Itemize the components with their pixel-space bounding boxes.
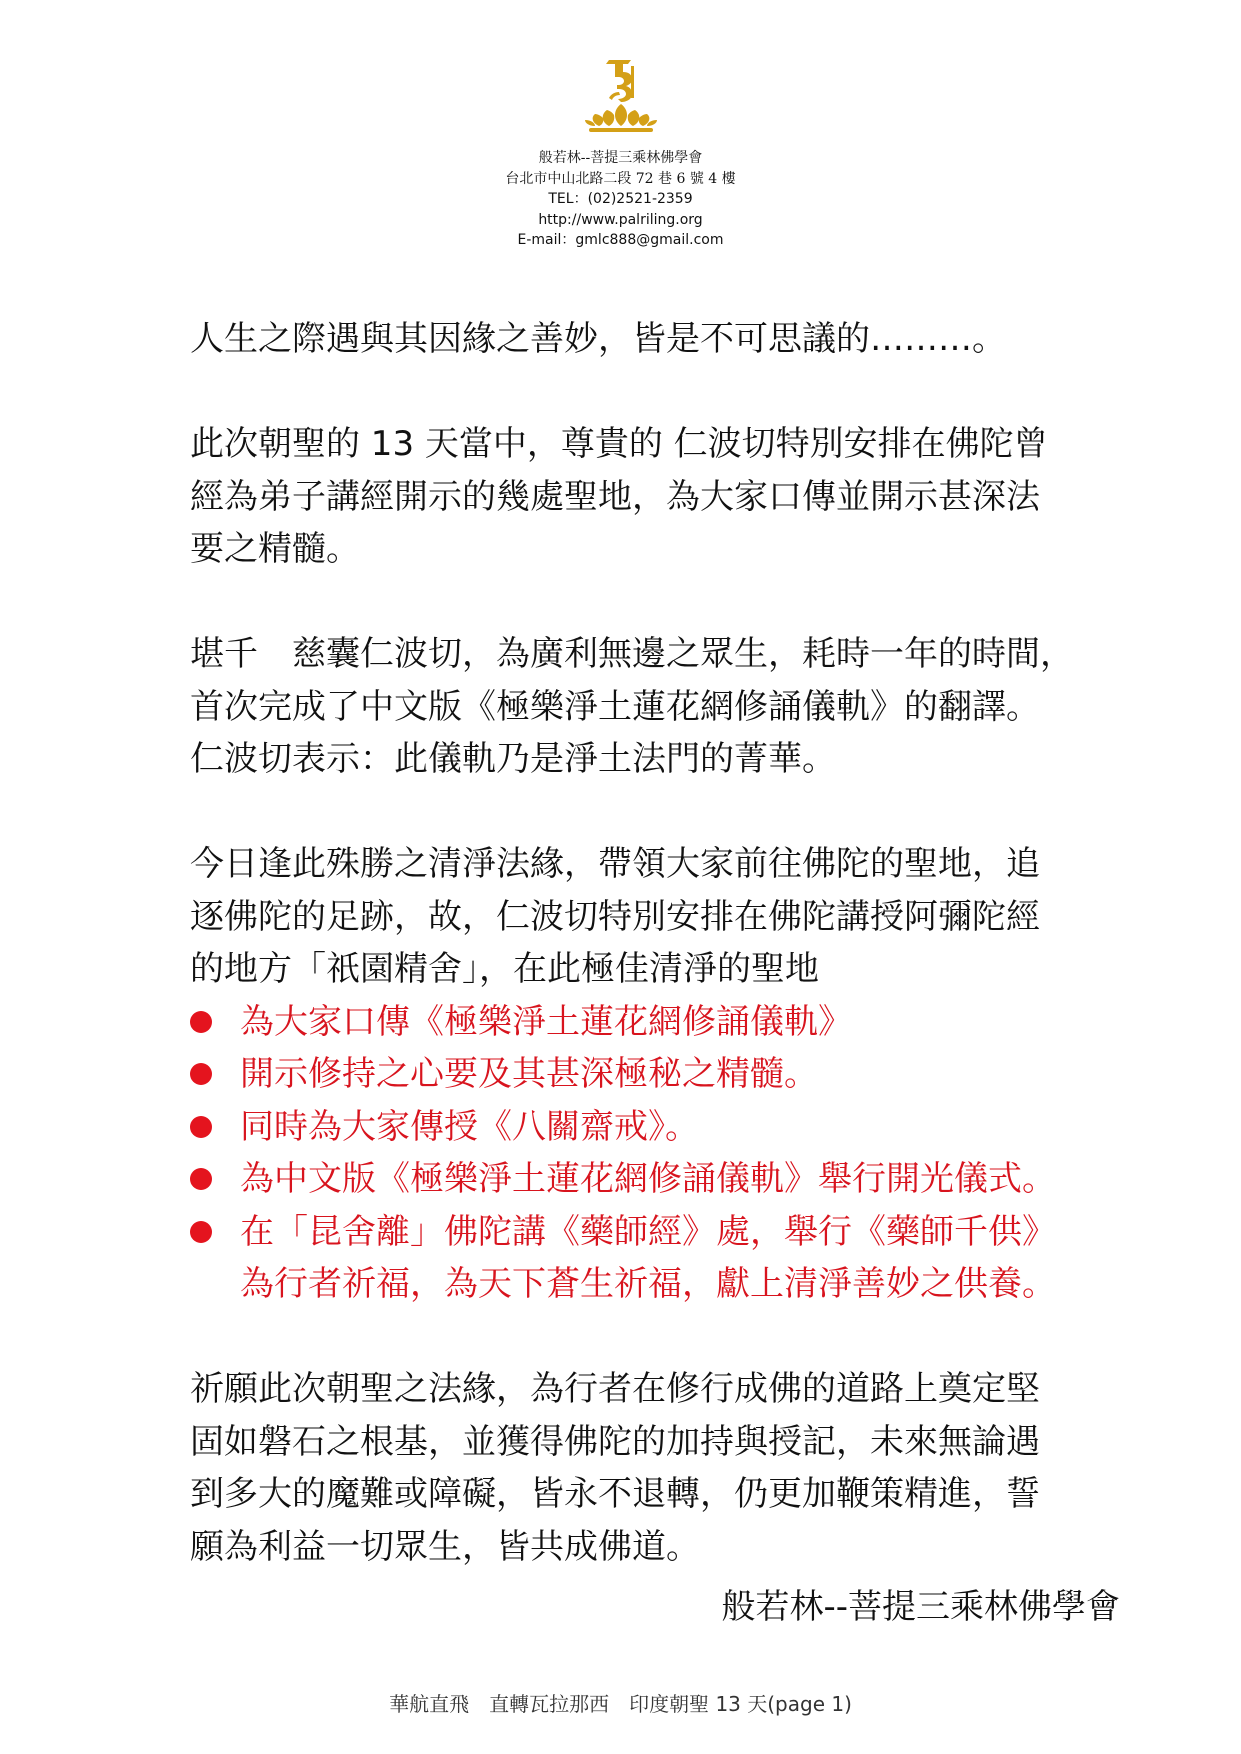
letter-body [190, 313, 1120, 1634]
bullet-dot-icon [190, 1116, 212, 1138]
bullet-dot-icon [190, 1168, 212, 1190]
activity-list [190, 996, 1120, 1311]
lotus-logo-icon [573, 58, 669, 134]
text-line: 固如磐石之根基，並獲得佛陀的加持與授記，未來無論遇 [190, 1421, 1040, 1462]
org-website: http://www.palriling.org [538, 211, 703, 228]
text-line: 首次完成了中文版《極樂淨土蓮花網修誦儀軌》的翻譯。 [190, 686, 1040, 727]
paragraph-holy-site [190, 838, 1120, 996]
text-line: 的地方「祇園精舍」，在此極佳清淨的聖地 [190, 949, 819, 989]
text-line: 逐佛陀的足跡，故，仁波切特別安排在佛陀講授阿彌陀經 [190, 896, 1040, 937]
text-line: 要之精髓。 [190, 529, 360, 569]
list-item-text: 為大家口傳《極樂淨土蓮花網修誦儀軌》 [240, 1001, 852, 1042]
org-contact-block [0, 148, 1241, 251]
paragraph-translation [190, 628, 1120, 786]
text-line: 到多大的魔難或障礙，皆永不退轉，仍更加鞭策精進，誓 [190, 1474, 1040, 1514]
org-tel: TEL：(02)2521-2359 [548, 191, 693, 207]
text-line: 今日逢此殊勝之清淨法緣，帶領大家前往佛陀的聖地，追 [190, 844, 1040, 884]
signature: 般若林--菩提三乘林佛學會 [721, 1587, 1120, 1627]
list-item [190, 1153, 1120, 1206]
paragraph-aspiration [190, 1363, 1120, 1573]
paragraph-pilgrimage [190, 418, 1120, 576]
org-email: E-mail：gmlc888@gmail.com [517, 232, 724, 248]
page-footer: 華航直飛 直轉瓦拉那西 印度朝聖 13 天(page 1) [389, 1692, 852, 1716]
list-item-text: 在「昆舍離」佛陀講《藥師經》處，舉行《藥師千供》 [240, 1211, 1056, 1252]
text-line: 此次朝聖的 13 天當中，尊貴的 仁波切特別安排在佛陀曾 [190, 424, 1048, 464]
bullet-dot-icon [190, 1063, 212, 1085]
list-item [190, 996, 1120, 1049]
text-line: 堪千 慈囊仁波切，為廣利無邊之眾生，耗時一年的時間， [190, 634, 1074, 674]
list-item [190, 1101, 1120, 1154]
org-address: 台北市中山北路二段 72 巷 6 號 4 樓 [505, 170, 736, 187]
list-item-text: 同時為大家傳授《八關齋戒》。 [240, 1106, 699, 1147]
list-item-text: 開示修持之心要及其甚深極秘之精髓。 [240, 1054, 818, 1094]
text-line: 祈願此次朝聖之法緣，為行者在修行成佛的道路上奠定堅 [190, 1369, 1040, 1409]
text-line: 願為利益一切眾生，皆共成佛道。 [190, 1526, 700, 1567]
list-item-text: 為行者祈福，為天下蒼生祈福，獻上清淨善妙之供養。 [240, 1264, 1056, 1304]
bullet-dot-icon [190, 1221, 212, 1243]
text-line: 仁波切表示：此儀軌乃是淨土法門的菁華。 [190, 739, 836, 779]
text-line: 人生之際遇與其因緣之善妙，皆是不可思議的………。 [190, 319, 1006, 359]
list-item-text: 為中文版《極樂淨土蓮花網修誦儀軌》舉行開光儀式。 [240, 1159, 1056, 1199]
bullet-dot-icon [190, 1011, 212, 1033]
org-name: 般若林--菩提三乘林佛學會 [538, 150, 703, 166]
text-line: 經為弟子講經開示的幾處聖地，為大家口傳並開示甚深法 [190, 476, 1040, 517]
letterhead [0, 58, 1241, 251]
list-item [190, 1048, 1120, 1101]
paragraph-intro [190, 313, 1120, 366]
list-item [190, 1206, 1120, 1311]
